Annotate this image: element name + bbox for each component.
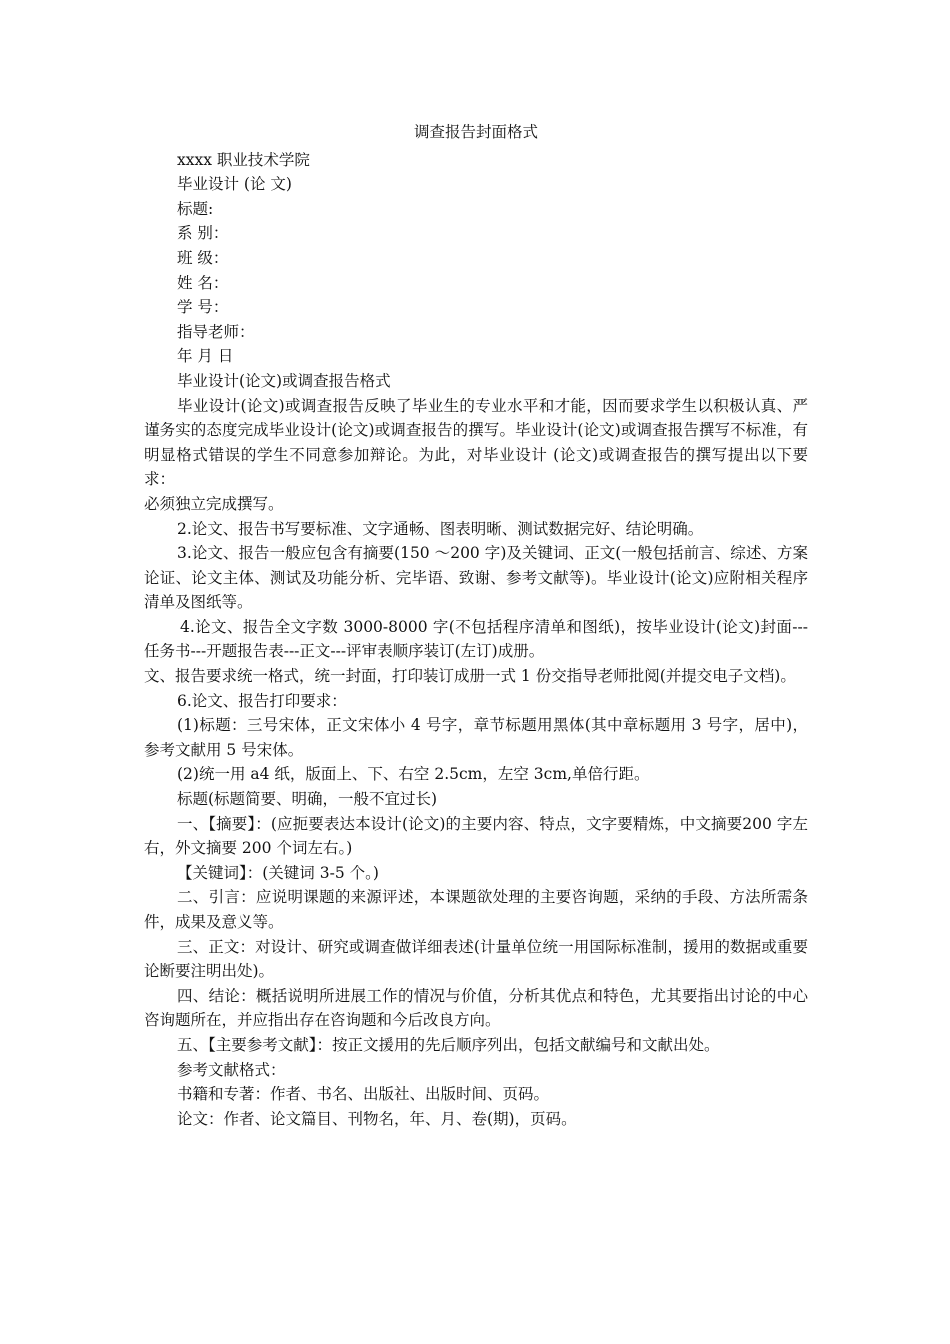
cover-name-field: 姓 名： bbox=[177, 273, 229, 292]
cover-heading: 毕业设计 (论 文) bbox=[177, 175, 292, 194]
requirement-1: 必须独立完成撰写。 bbox=[144, 494, 284, 513]
cover-title-field: 标题: bbox=[177, 199, 214, 218]
requirement-2: 2.论文、报告书写要标准、文字通畅、图表明晰、测试数据完好、结论明确。 bbox=[177, 519, 704, 538]
keywords-section: 【关键词】：(关键词 3-5 个。) bbox=[177, 863, 379, 882]
body-section: 三、正文：对设计、研究或调查做详细表述(计量单位统一用国际标准制，援用的数据或重要论断要注明出处)。 bbox=[144, 937, 808, 981]
requirement-4: 4.论文、报告全文字数 3000-8000 字(不包括程序清单和图纸)，按毕业设计(论文)封面---任务书---开题报告表---正文---评审表顺序装订(左订)成册。 bbox=[144, 617, 808, 661]
reference-format-papers: 论文：作者、论文篇目、刊物名，年、月、卷(期)，页码。 bbox=[177, 1109, 577, 1128]
references-section: 五、【主要参考文献】：按正文援用的先后顺序列出，包括文献编号和文献出处。 bbox=[177, 1035, 720, 1054]
document-title: 调查报告封面格式 bbox=[413, 123, 538, 141]
requirement-3: 3.论文、报告一般应包含有摘要(150 ～200 字)及关键词、正文(一般包括前言、综述、方案论证、论文主体、测试及功能分析、完毕语、致谢、参考文献等)。毕业设计(论文)应附相关程序清单及图纸等。 bbox=[144, 544, 808, 612]
title-note: 标题(标题简要、明确，一般不宜过长) bbox=[177, 790, 438, 809]
introduction-section: 二、引言：应说明课题的来源评述，本课题欲处理的主要咨询题，采纳的手段、方法所需条件，成果及意义等。 bbox=[144, 888, 808, 931]
cover-advisor-field: 指导老师： bbox=[177, 322, 255, 341]
requirement-6: 6.论文、报告打印要求： bbox=[177, 691, 347, 710]
requirement-6-2: (2)统一用 a4 纸，版面上、下、右空 2.5cm，左空 3cm,单倍行距。 bbox=[177, 765, 650, 784]
cover-date-field: 年 月 日 bbox=[177, 347, 234, 366]
reference-format-heading: 参考文献格式： bbox=[177, 1060, 286, 1079]
conclusion-section: 四、结论：概括说明所进展工作的情况与价值，分析其优点和特色，尤其要指出讨论的中心咨询题所在，并应指出存在咨询题和今后改良方向。 bbox=[144, 986, 808, 1030]
abstract-section: 一、【摘要】：(应扼要表达本设计(论文)的主要内容、特点，文字要精炼，中文摘要200 字左右，外文摘要 200 个词左右。) bbox=[144, 814, 808, 858]
cover-class-field: 班 级： bbox=[177, 248, 229, 267]
document-page bbox=[144, 120, 808, 1131]
requirement-6-1: (1)标题：三号宋体，正文宋体小 4 号字，章节标题用黑体(其中章标题用 3 号字，居中)，参考文献用 5 号宋体。 bbox=[144, 716, 808, 759]
reference-format-books: 书籍和专著：作者、书名、出版社、出版时间、页码。 bbox=[177, 1085, 550, 1104]
cover-student-id-field: 学 号： bbox=[177, 298, 229, 317]
school-name: xxxx 职业技术学院 bbox=[177, 150, 310, 169]
requirement-5: 文、报告要求统一格式，统一封面，打印装订成册一式 1 份交指导老师批阅(并提交电子文档)。 bbox=[144, 667, 796, 686]
intro-paragraph: 毕业设计(论文)或调查报告反映了毕业生的专业水平和才能，因而要求学生以积极认真、严谨务实的态度完成毕业设计(论文)或调查报告的撰写。毕业设计(论文)或调查报告撰写不标准，有明显格式错误的学生不同意参加辩论。为此，对毕业设计 (论文)或调查报告的撰写提出以下要求： bbox=[144, 396, 808, 489]
cover-department-field: 系 别： bbox=[177, 224, 229, 243]
format-section-heading: 毕业设计(论文)或调查报告格式 bbox=[177, 371, 391, 390]
